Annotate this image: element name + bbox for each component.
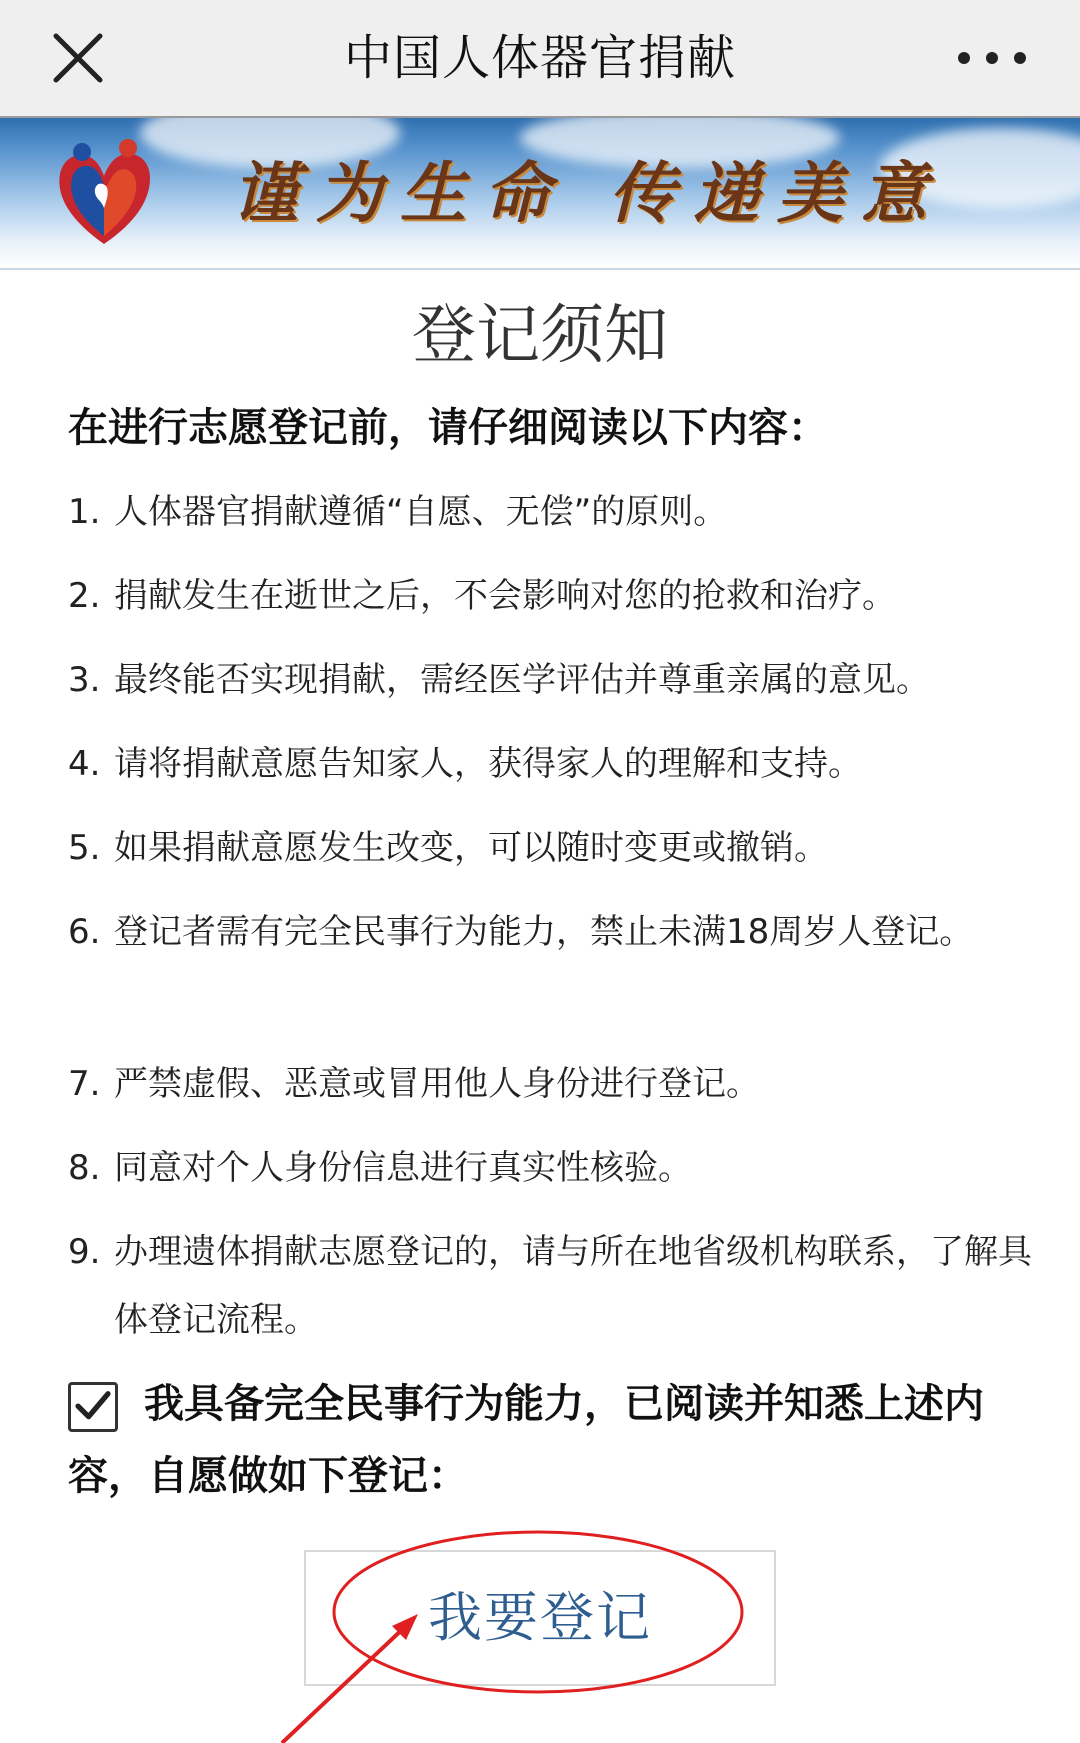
notice-text: 同意对个人身份信息进行真实性核验。 bbox=[114, 1148, 692, 1188]
notice-text: 严禁虚假、恶意或冒用他人身份进行登记。 bbox=[114, 1064, 760, 1104]
register-button[interactable]: 我要登记 bbox=[304, 1550, 776, 1686]
slogan-banner bbox=[0, 118, 1080, 270]
more-icon[interactable] bbox=[952, 40, 1032, 76]
notice-number: 4. bbox=[68, 744, 101, 784]
notice-text: 最终能否实现捐献，需经医学评估并尊重亲属的意见。 bbox=[114, 660, 930, 700]
organ-donation-logo bbox=[52, 136, 156, 248]
notice-number: 6. bbox=[68, 912, 101, 952]
notice-number: 8. bbox=[68, 1148, 101, 1188]
notice-number: 9. bbox=[68, 1232, 101, 1272]
notice-text: 捐献发生在逝世之后，不会影响对您的抢救和治疗。 bbox=[114, 576, 896, 616]
notice-text: 如果捐献意愿发生改变，可以随时变更或撤销。 bbox=[114, 828, 828, 868]
notice-text: 请将捐献意愿告知家人，获得家人的理解和支持。 bbox=[114, 744, 862, 784]
notice-text: 办理遗体捐献志愿登记的，请与所在地省级机构联系，了解具体登记流程。 bbox=[114, 1232, 1032, 1340]
consent-checkbox[interactable] bbox=[68, 1382, 118, 1432]
consent-text: 我具备完全民事行为能力，已阅读并知悉上述内容，自愿做如下登记： bbox=[68, 1381, 984, 1499]
notice-number: 2. bbox=[68, 576, 101, 616]
top-nav-bar bbox=[0, 0, 1080, 118]
notice-heading: 登记须知 bbox=[412, 299, 668, 373]
notice-number: 5. bbox=[68, 828, 101, 868]
notice-number: 3. bbox=[68, 660, 101, 700]
page-title: 中国人体器官捐献 bbox=[343, 30, 736, 86]
notice-number: 1. bbox=[68, 492, 101, 532]
notice-text: 人体器官捐献遵循“自愿、无偿”的原则。 bbox=[114, 492, 728, 532]
notice-text: 登记者需有完全民事行为能力，禁止未满18周岁人登记。 bbox=[114, 912, 974, 952]
notice-number: 7. bbox=[68, 1064, 101, 1104]
banner-slogan: 谨为生命 传递美意 bbox=[232, 154, 945, 232]
checkmark-icon bbox=[71, 1385, 115, 1429]
notice-intro: 在进行志愿登记前，请仔细阅读以下内容： bbox=[68, 405, 828, 451]
